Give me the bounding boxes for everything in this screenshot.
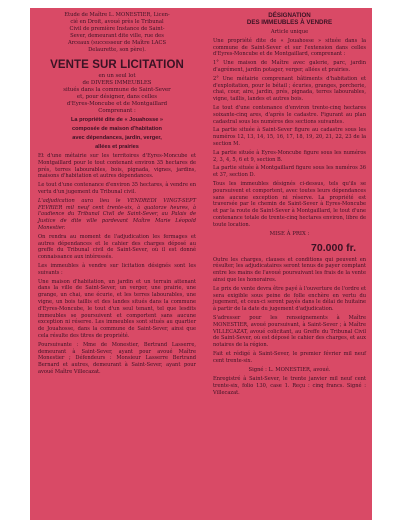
sub-line: situés dans la commune de Saint-Sever [63,87,171,93]
sale-title: VENTE SUR LICITATION [50,59,184,71]
sub-line: et, pour désigner, dans celles [76,94,158,100]
left-column [38,12,196,378]
paragraph: La partie située à Montgaillard figure sous les numéros 36 et 37, section D. [213,165,366,179]
signature: Signé : L. MONESTIER, avoué. [248,367,331,374]
bold-line: composée de maison d'habitation [72,126,162,132]
paragraph: Le prix de vente devra être payé à l'ouverture de l'ordre et sera exigible sous peine de folle enchère en vertu du jugement, et ceux-ci seront payés dans le délai de huitaine à partir de la date du jugement d'adjudication. [213,285,366,313]
sub-line: en un seul lot [98,73,136,79]
paragraph: Et d'une métairie sur les territoires d'Eyres-Moncube et Montgaillard pour le tout contenant environ 35 hectares de prés, terres labourables, bois, pignada, vignes, jardins, maisons d'habitation et autres dépendances. [38,153,196,180]
auction-date-paragraph: L'adjudication aura lieu le VENDREDI VINGT-SEPT FEVRIER mil neuf cent trente-six, à quatorze heures, à l'audience du Tribunal Civil de Saint-Sever, au Palais de Justice de dite ville pardevant Maître Marie Léopold Monestier. [38,197,196,231]
paragraph: 1° Une maison de Maître avec galerie, parc, jardin d'agrément, jardin potager, verger, allées et prairies. [213,60,366,73]
header-line: Arceaux (successeur de Maître LACS [67,40,167,46]
paragraph: Poursuivante : Mme de Monestier, Bertrand Lasserre, demeurant à Saint-Sever, ayant pour avoué Maître Monestier ; Défendeurs : Monsieur Lasserre Bertrand Bernard et autres, demeurant à Saint-Sever, ayant pour avoué Maître Villecazat. [38,341,196,375]
legal-notice-poster [30,8,372,520]
section-title-line: DÉSIGNATION [268,12,311,19]
paragraph: Le tout d'une contenance d'environ trente-cinq hectares soixante-cinq ares, d'après le cadastre. Figurant au plan cadastral sous les numéros des sections suivantes. [213,104,366,125]
paragraph: La partie située à Saint-Sever figure au cadastre sous les numéros 12, 13, 14, 15, 16, 17, 18, 19, 20, 21, 22, 23 de la section M. [213,127,366,147]
paragraph: Une maison d'habitation, un jardin et un terrain attenant dans la ville de Saint-Sever, un verger, une prairie, une grange, un chai, une écurie, et les terres labourables, une vigne, un bois taillis et des landes situés dans la commune d'Eyres-Moncube, le tout d'un seul tenant, tel que lesdits immeubles se poursuivent et comportent sans aucune exception ni réserve. Les immeubles sont situés au quartier de Jouahosse, dans la commune de Saint-Sever, ainsi que cela résulte des titres de propriété. [38,278,196,339]
section-title-line: DES IMMEUBLES À VENDRE [246,19,333,27]
paragraph: 2° Une métairie comprenant bâtiments d'habitation et d'exploitation, pour le bétail ; écuries, granges, porcherie, chai, cour, aire, jardin, prés, pignada, terres labourables, vigne, taillis, landes et autres bois. [213,75,366,103]
bold-line: La propriété dite de « Jouahosse » [70,117,163,123]
bold-line: allées et prairies [95,144,139,150]
sale-subtitle [38,73,196,115]
header-line: cié en Droit, avoué près le Tribunal [70,19,164,25]
paragraph: Tous les immeubles désignés ci-dessus, tels qu'ils se poursuivent et comportent, avec toutes leurs dépendances sans aucune exception ni réserve. La propriété est traversée par le chemin de Saint-Sever à Eyres-Moncube et par la route de Saint-Sever à Montgaillard, le tout d'une contenance totale de trente-cinq hectares environ, libre de toute location. [213,180,366,228]
right-column [213,12,366,399]
paragraph: Outre les charges, clauses et conditions qui peuvent en résulter, les adjudicataires seront tenus de payer comptant entre les mains de l'avoué poursuivant les frais de la vente ainsi que les honoraires. [213,256,366,283]
sub-line: de DIVERS IMMEUBLES [82,80,152,86]
header-line: Sever, demeurant dite ville, rue des [70,33,164,39]
paragraph: La partie située à Eyres-Moncube figure sous les numéros 2, 3, 4, 5, 6 et 9, section B. [213,149,366,163]
sub-line: Comprenant : [98,108,136,114]
paragraph: On rendra au moment de l'adjudication les fermages et autres dépendances et le cahier des charges déposé au greffe du Tribunal civil de Saint-Sever, où il est donné connaissance aux intéressés. [38,233,196,261]
header-line: Etude de Maître L. MONESTIER, Licen- [64,12,170,18]
header-block [38,12,196,54]
property-heading [38,117,196,151]
paragraph: Les immeubles à vendre sur licitation désignés sont les suivants : [38,262,196,276]
paragraph: Enregistré à Saint-Sever, le trente janvier mil neuf cent trente-six, folio 130, case 1. Reçu : cinq francs. Signé : Villecazat. [213,376,366,397]
header-line: Civil de première Instance de Saint- [69,26,165,32]
paragraph: Le tout d'une contenance d'environ 35 hectares, à vendre en vertu d'un jugement du Tribunal civil. [38,182,196,195]
paragraph: Une propriété dite de « Jouahosse » située dans la commune de Saint-Sever et sur l'extension dans celles d'Eyres-Moncube et de Montgaillard, comprenant : [213,37,366,58]
paragraph: S'adresser pour les renseignements à Maître MONESTIER, avoué poursuivant, à Saint-Sever ; à Maître VILLECAZAT, avoué colicitant, au Greffe du Tribunal Civil de Saint-Sever, où est déposé le cahier des charges, et aux notaires de la région. [213,314,366,349]
bold-line: avec dépendances, jardin, verger, [72,135,162,141]
starting-price: 70.000 fr. [311,241,356,254]
paragraph: Fait et rédigé à Saint-Sever, le premier février mil neuf cent trente-six. [213,350,366,364]
sub-line: d'Eyres-Moncube et de Montgaillard [66,101,168,107]
mise-a-prix-label: MISE À PRIX : [269,230,310,237]
section-subtitle: Article unique [270,28,309,35]
header-line: Delaurette, son père). [88,47,146,53]
